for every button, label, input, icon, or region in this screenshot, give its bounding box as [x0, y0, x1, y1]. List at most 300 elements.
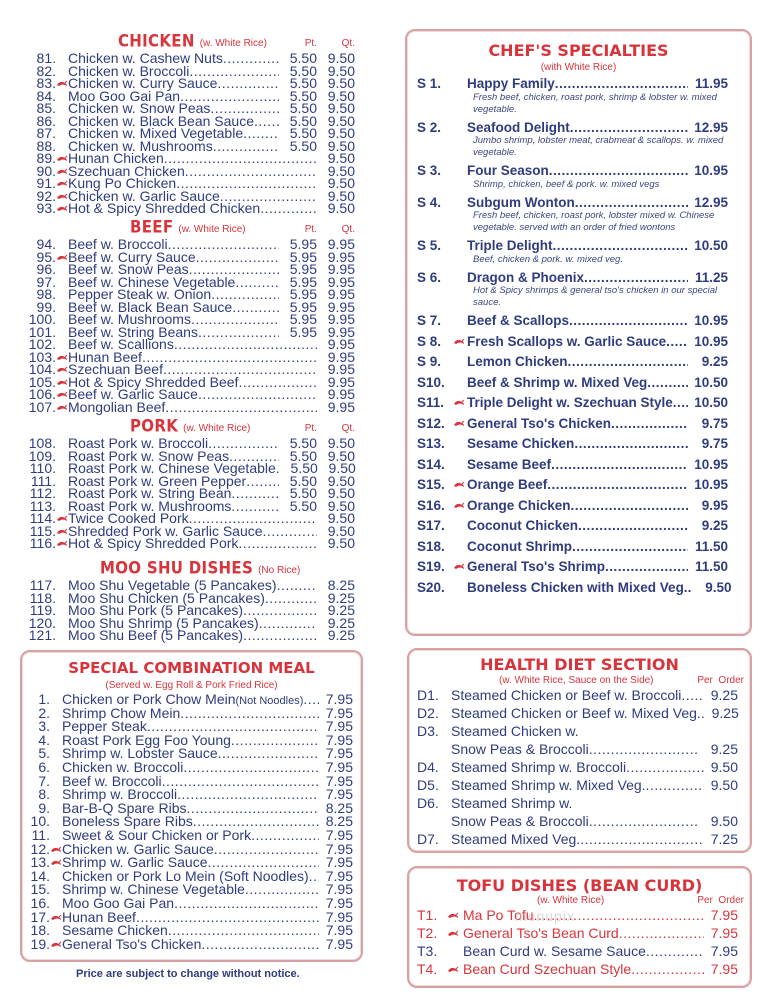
chili-spacer	[56, 266, 68, 274]
item-price: 9.75	[701, 436, 728, 451]
dot-leader	[186, 802, 319, 816]
item-list	[409, 686, 750, 848]
item-price: 7.95	[325, 854, 353, 871]
item-price: 9.25	[710, 687, 738, 703]
chili-pepper-icon	[50, 859, 62, 867]
chili-spacer	[56, 279, 68, 287]
pint-label: Pt.	[304, 224, 317, 235]
menu-item[interactable]	[417, 758, 738, 776]
item-number: 112.	[29, 485, 56, 501]
item-name: Shrimp Chow Mein	[62, 704, 181, 721]
menu-item[interactable]	[417, 722, 738, 740]
quart-price: 9.50	[327, 87, 355, 104]
item-number: T2.	[417, 925, 438, 941]
chili-spacer	[56, 105, 68, 113]
chili-spacer	[50, 832, 62, 840]
chili-pepper-icon	[447, 966, 463, 974]
section-subtitle: (w. White Rice, Sauce on the Side)	[499, 675, 654, 686]
dot-leader	[235, 276, 279, 289]
item-price: 9.25	[710, 741, 738, 757]
pint-price: 5.95	[289, 261, 317, 277]
item-number: 82.	[36, 62, 56, 79]
item-number: S 4.	[417, 194, 442, 210]
chili-pepper-icon	[56, 254, 68, 262]
chili-pepper-icon	[447, 912, 463, 920]
item-description: Jumbo shrimp, lobster meat, crabmeat & scallops. w. mixed vegetable.	[473, 135, 724, 158]
chili-pepper-icon	[453, 563, 467, 571]
dot-leader	[198, 388, 317, 401]
item-price: 7.95	[710, 961, 738, 977]
menu-item[interactable]	[417, 332, 728, 353]
chili-spacer	[56, 93, 68, 101]
item-number: S13.	[417, 436, 445, 451]
menu-item[interactable]	[417, 373, 728, 394]
dot-leader	[251, 829, 319, 843]
item-number: 81.	[36, 50, 56, 66]
item-name: Beef w. Snow Peas	[68, 261, 189, 277]
pint-label: Pt.	[304, 423, 317, 434]
pint-label: Pt.	[304, 38, 317, 49]
chili-pepper-icon	[453, 338, 467, 346]
dot-leader	[260, 202, 317, 215]
chili-pepper-icon	[56, 80, 68, 88]
chili-pepper-icon	[56, 515, 68, 523]
item-name: Beef w. Mushrooms	[68, 311, 191, 327]
item-name: Chicken w. Black Bean Sauce	[68, 112, 254, 129]
dot-leader	[231, 500, 279, 513]
dot-leader	[673, 393, 688, 414]
pint-price: 5.50	[289, 472, 317, 489]
dot-leader	[646, 942, 704, 960]
item-number: 88.	[36, 137, 56, 154]
item-name: Roast Pork w. String Bean	[68, 485, 232, 501]
section-subtitle: (w. White Rice)	[199, 38, 267, 49]
item-name: Moo Shu Pork (5 Pancakes)	[68, 602, 244, 618]
item-name: Chicken w. Mixed Vegetable	[68, 125, 244, 141]
chili-spacer	[56, 316, 68, 324]
item-name: Beef w. Scallions	[68, 336, 174, 352]
chili-spacer	[453, 317, 467, 325]
pint-price: 5.50	[289, 75, 317, 91]
dot-leader	[605, 557, 688, 578]
item-price: 7.95	[710, 925, 738, 941]
menu-item[interactable]	[417, 537, 728, 558]
chili-spacer	[56, 440, 68, 448]
item-name: Steamed Mixed Veg.	[451, 831, 581, 847]
menu-item[interactable]	[417, 686, 738, 704]
menu-item[interactable]	[417, 352, 728, 373]
item-list	[409, 906, 750, 978]
pint-price: 5.50	[290, 460, 318, 476]
item-description: Shrimp, chicken, beef & pork. w. mixed vegs	[473, 178, 660, 190]
item-name: Chicken w. Broccoli	[68, 62, 190, 79]
item-number: S18.	[417, 538, 445, 554]
item-number: S19.	[417, 559, 445, 574]
item-number: 107.	[28, 398, 56, 415]
item-number: S20.	[417, 579, 445, 595]
item-number: 3.	[38, 718, 50, 735]
chili-pepper-icon	[447, 930, 463, 938]
item-price: 12.95	[694, 119, 728, 135]
dot-leader	[265, 592, 317, 605]
item-name: Beef & Scallops	[467, 313, 570, 328]
item-number: 99.	[36, 298, 56, 315]
item-name: Szechuan Chicken	[68, 162, 185, 179]
item-name: Sesame Chicken	[62, 922, 168, 939]
section-subtitle: (w. White Rice)	[178, 224, 246, 235]
item-name: Orange Beef	[467, 477, 548, 492]
dot-leader	[681, 686, 704, 704]
item-name: Dragon & Phoenix	[467, 269, 585, 285]
item-price: 7.95	[325, 772, 353, 789]
chili-spacer	[453, 543, 467, 551]
item-name: Sweet & Sour Chicken or Pork	[62, 826, 252, 843]
item-list	[22, 579, 355, 642]
quart-price: 9.50	[327, 162, 355, 179]
item-number: 12.	[30, 840, 50, 857]
pint-price: 5.95	[289, 236, 317, 252]
dot-leader	[547, 475, 688, 496]
item-name: Moo Shu Vegetable (5 Pancakes)	[68, 577, 277, 593]
chili-pepper-icon	[453, 481, 467, 489]
item-number: D1.	[417, 687, 439, 703]
item-name: Chicken w. Garlic Sauce	[68, 187, 220, 204]
item-number: 111.	[30, 472, 56, 489]
item-number: 118.	[29, 589, 56, 606]
item-number: 100.	[28, 311, 56, 327]
item-number: 2.	[38, 704, 50, 721]
menu-item[interactable]	[417, 906, 738, 924]
quart-price: 9.50	[327, 62, 355, 79]
item-note: (Not Noodles)	[235, 695, 304, 707]
quart-price: 9.50	[327, 485, 355, 501]
section-beef	[22, 218, 355, 413]
chili-spacer	[50, 737, 62, 745]
menu-item[interactable]	[22, 398, 355, 415]
item-number: 109.	[28, 447, 56, 464]
item-description: Fresh beef, chicken, roast pork, lobster mixed w. Chinese vegetable. served with an order of fried wontons	[473, 210, 715, 233]
item-price: 12.95	[694, 194, 728, 210]
chili-spacer	[453, 461, 467, 469]
menu-item[interactable]	[417, 776, 738, 794]
item-name: Hunan Chicken	[68, 150, 164, 166]
item-number: D6.	[417, 795, 439, 811]
section-subtitle: (Served w. Egg Roll & Pork Fried Rice)	[105, 680, 278, 691]
section-header	[22, 559, 355, 577]
quart-price: 9.95	[327, 398, 355, 415]
subheader	[409, 895, 750, 906]
dot-leader	[177, 788, 319, 802]
item-price: 8.25	[325, 813, 353, 830]
item-number: T3.	[417, 943, 438, 959]
chili-spacer	[56, 341, 68, 349]
item-price: 7.95	[325, 745, 353, 762]
item-number: 93.	[36, 200, 56, 216]
item-number: 92.	[36, 187, 56, 204]
quart-price: 9.50	[327, 187, 355, 204]
quart-price: 9.95	[327, 373, 355, 390]
item-name: Chicken or Pork Lo Mein (Soft Noodles)	[62, 867, 309, 884]
chili-spacer	[56, 490, 68, 498]
dot-leader	[180, 707, 319, 721]
chili-pepper-icon	[56, 540, 68, 548]
chili-spacer	[50, 723, 62, 731]
chili-spacer	[453, 167, 467, 175]
item-name: Beef w. String Beans	[68, 323, 198, 340]
pint-price: 5.50	[289, 137, 317, 154]
quart-price: 9.95	[327, 323, 355, 340]
item-name: Bean Curd Szechuan Style	[463, 961, 632, 977]
dot-leader	[164, 152, 317, 165]
dot-leader	[647, 373, 688, 394]
item-description: Hot & Spicy shrimps & general tso's chicken in our special sauce.	[473, 285, 718, 308]
dot-leader	[217, 77, 279, 90]
chili-pepper-icon	[50, 846, 62, 854]
chili-pepper-icon	[56, 155, 68, 163]
quart-price: 9.95	[327, 311, 355, 327]
quart-label: Qt.	[341, 38, 355, 49]
item-name: Beef w. Black Bean Sauce	[68, 298, 233, 315]
menu-item[interactable]	[417, 414, 728, 435]
item-name: Orange Chicken	[467, 497, 571, 513]
item-number: 117.	[29, 577, 56, 593]
chili-spacer	[453, 242, 467, 250]
pint-price: 5.50	[289, 87, 317, 104]
menu-item[interactable]	[417, 557, 728, 578]
chili-spacer	[453, 584, 467, 592]
menu-item-continued[interactable]	[417, 740, 738, 758]
section-pork	[22, 417, 355, 550]
pint-price: 5.50	[289, 485, 317, 501]
chili-pepper-icon	[453, 399, 467, 407]
menu-item[interactable]	[417, 942, 738, 960]
chili-spacer	[56, 143, 68, 151]
dot-leader	[196, 251, 279, 264]
item-name: Roast Pork w. Green Pepper	[68, 472, 247, 489]
chili-pepper-icon	[56, 205, 68, 213]
chili-spacer	[50, 778, 62, 786]
item-price: 7.95	[325, 894, 353, 911]
quart-price: 9.95	[327, 298, 355, 315]
section-subtitle: (with White Rice)	[540, 62, 617, 73]
section-title: PORK	[130, 416, 179, 436]
menu-item[interactable]	[417, 704, 738, 722]
item-name: Beef & Shrimp w. Mixed Veg	[467, 374, 648, 390]
section-chef-specialties	[405, 29, 752, 636]
section-title: TOFU DISHES (BEAN CURD)	[456, 876, 703, 895]
menu-item[interactable]	[417, 960, 738, 978]
chili-spacer	[50, 873, 62, 881]
quart-label: Qt.	[341, 224, 355, 235]
item-number: 104.	[28, 361, 56, 377]
dot-leader	[142, 351, 317, 364]
menu-item[interactable]	[22, 629, 355, 642]
dot-leader	[201, 938, 319, 952]
chili-spacer	[56, 582, 68, 590]
item-name: Coconut Chicken	[467, 518, 579, 533]
dot-leader	[231, 487, 279, 500]
chili-pepper-icon	[56, 404, 68, 412]
quart-price: 9.25	[327, 614, 355, 631]
item-number: 90.	[36, 162, 56, 179]
menu-item[interactable]	[28, 935, 353, 952]
chili-pepper-icon	[56, 180, 68, 188]
menu-item[interactable]	[417, 496, 728, 517]
dot-leader	[572, 537, 688, 558]
menu-item[interactable]	[417, 475, 728, 496]
item-name: Triple Delight	[467, 238, 553, 253]
dot-leader	[309, 870, 319, 884]
menu-item-continued[interactable]	[417, 812, 738, 830]
section-title: MOO SHU DISHES	[100, 558, 254, 578]
section-subtitle: (w. White Rice)	[537, 895, 605, 906]
menu-item[interactable]	[417, 578, 732, 599]
item-name: Shrimp w. Lobster Sauce	[62, 745, 218, 762]
item-price: 9.50	[710, 759, 738, 775]
item-number: 95.	[36, 248, 56, 265]
item-number: 115.	[29, 522, 56, 539]
item-price: 9.50	[710, 813, 738, 829]
item-price: 7.95	[325, 826, 353, 843]
menu-item[interactable]	[22, 537, 355, 550]
item-name: Beef w. Curry Sauce	[68, 248, 196, 265]
dot-leader	[174, 897, 319, 911]
item-list	[407, 74, 750, 598]
item-number: D3.	[417, 723, 439, 739]
chili-spacer	[453, 124, 467, 132]
menu-item[interactable]	[417, 794, 738, 812]
item-name: Hunan Beef	[62, 908, 136, 925]
item-number: 86.	[36, 112, 56, 129]
item-name: Hot & Spicy Shredded Beef	[68, 373, 239, 390]
menu-item[interactable]	[417, 393, 728, 414]
quart-price: 9.50	[327, 435, 355, 451]
item-number: 9.	[38, 799, 50, 816]
item-name: Steamed Chicken or Beef w. Mixed Veg.	[451, 705, 701, 721]
item-price: 9.75	[701, 415, 728, 431]
item-number: 89.	[36, 150, 56, 166]
item-price: 9.25	[701, 518, 728, 533]
item-name: Steamed Shrimp w. Broccoli	[451, 759, 627, 775]
item-number: 5.	[38, 745, 50, 762]
item-name: Triple Delight w. Szechuan Style	[467, 395, 673, 410]
menu-item[interactable]	[417, 830, 738, 848]
chili-spacer	[453, 440, 467, 448]
pint-price: 5.50	[289, 100, 317, 116]
pint-price: 5.50	[289, 447, 317, 464]
pint-price: 5.50	[289, 125, 317, 141]
item-name: Shrimp w. Chinese Vegetable	[62, 881, 245, 898]
dot-leader	[666, 332, 688, 353]
chili-pepper-icon	[50, 914, 62, 922]
chili-spacer	[453, 358, 467, 366]
item-number: 1.	[38, 691, 50, 707]
chili-spacer	[50, 886, 62, 894]
item-number: D5.	[417, 777, 439, 793]
dot-leader	[574, 434, 688, 455]
item-price: 11.95	[694, 76, 728, 91]
chili-spacer	[50, 764, 62, 772]
item-number: 83.	[36, 75, 56, 91]
item-name: General Tso's Chicken	[62, 935, 202, 952]
quart-price: 9.25	[327, 589, 355, 606]
item-description: Fresh beef, chicken, roast pork, shrimp & lobster w. mixed vegetable.	[473, 91, 717, 115]
item-price: 7.95	[710, 907, 738, 923]
chili-spacer	[453, 274, 467, 282]
item-description: Beef, chicken & pork. w. mixed veg.	[473, 253, 623, 265]
item-number: 18.	[30, 922, 50, 939]
quart-price: 9.50	[327, 472, 355, 489]
chili-pepper-icon	[453, 420, 467, 428]
subheader	[409, 675, 750, 686]
item-number: T4.	[417, 961, 438, 977]
chili-spacer	[56, 453, 68, 461]
item-number: 105.	[28, 373, 56, 390]
section-title: CHEF'S SPECIALTIES	[488, 41, 669, 60]
chili-spacer	[50, 927, 62, 935]
item-name: Four Season	[467, 163, 549, 178]
menu-item[interactable]	[22, 202, 355, 215]
item-number: S15.	[417, 477, 445, 492]
chili-pepper-icon	[50, 941, 62, 949]
menu-item[interactable]	[417, 455, 728, 476]
item-name: Moo Shu Beef (5 Pancakes)	[68, 627, 244, 643]
chili-spacer	[56, 304, 68, 312]
item-name: Chicken w. Cashew Nuts	[68, 50, 223, 66]
section-combo	[20, 650, 363, 962]
chili-spacer	[56, 632, 68, 640]
quart-price: 9.95	[327, 236, 355, 252]
chili-spacer	[453, 522, 467, 530]
pint-price: 5.95	[289, 298, 317, 315]
section-moo-shu	[22, 559, 355, 642]
chili-pepper-icon	[56, 366, 68, 374]
dot-leader	[580, 830, 704, 848]
section-header	[22, 417, 355, 435]
chili-pepper-icon	[56, 168, 68, 176]
section-subtitle: (w. White Rice)	[183, 423, 251, 434]
chili-spacer	[50, 750, 62, 758]
item-price: 7.95	[325, 908, 353, 925]
item-name: Steamed Chicken or Beef w. Broccoli	[451, 687, 682, 703]
quart-price: 9.95	[327, 248, 355, 265]
chili-spacer	[56, 130, 68, 138]
section-title: CHICKEN	[118, 31, 195, 51]
quart-price: 9.95	[327, 286, 355, 302]
dot-leader	[611, 414, 688, 435]
item-name: Shrimp w. Garlic Sauce	[62, 854, 208, 871]
item-price: 7.95	[325, 922, 353, 939]
quart-price: 9.50	[327, 522, 355, 539]
item-number: 19.	[30, 935, 50, 952]
dot-leader	[191, 313, 279, 326]
chili-pepper-icon	[56, 391, 68, 399]
chili-spacer	[56, 503, 68, 511]
menu-item[interactable]	[417, 434, 728, 455]
item-price: 7.95	[325, 881, 353, 898]
quart-price: 9.50	[327, 175, 355, 191]
pint-price: 5.95	[289, 273, 317, 290]
item-name: Beef w. Broccoli	[62, 772, 162, 789]
item-number: T1.	[417, 907, 438, 923]
menu-item[interactable]	[417, 311, 728, 332]
chili-spacer	[56, 241, 68, 249]
quart-price: 9.50	[327, 75, 355, 91]
chili-spacer	[50, 805, 62, 813]
item-name-line2: Snow Peas & Broccoli	[451, 741, 589, 757]
menu-item[interactable]	[417, 924, 738, 942]
menu-item[interactable]	[417, 516, 728, 537]
